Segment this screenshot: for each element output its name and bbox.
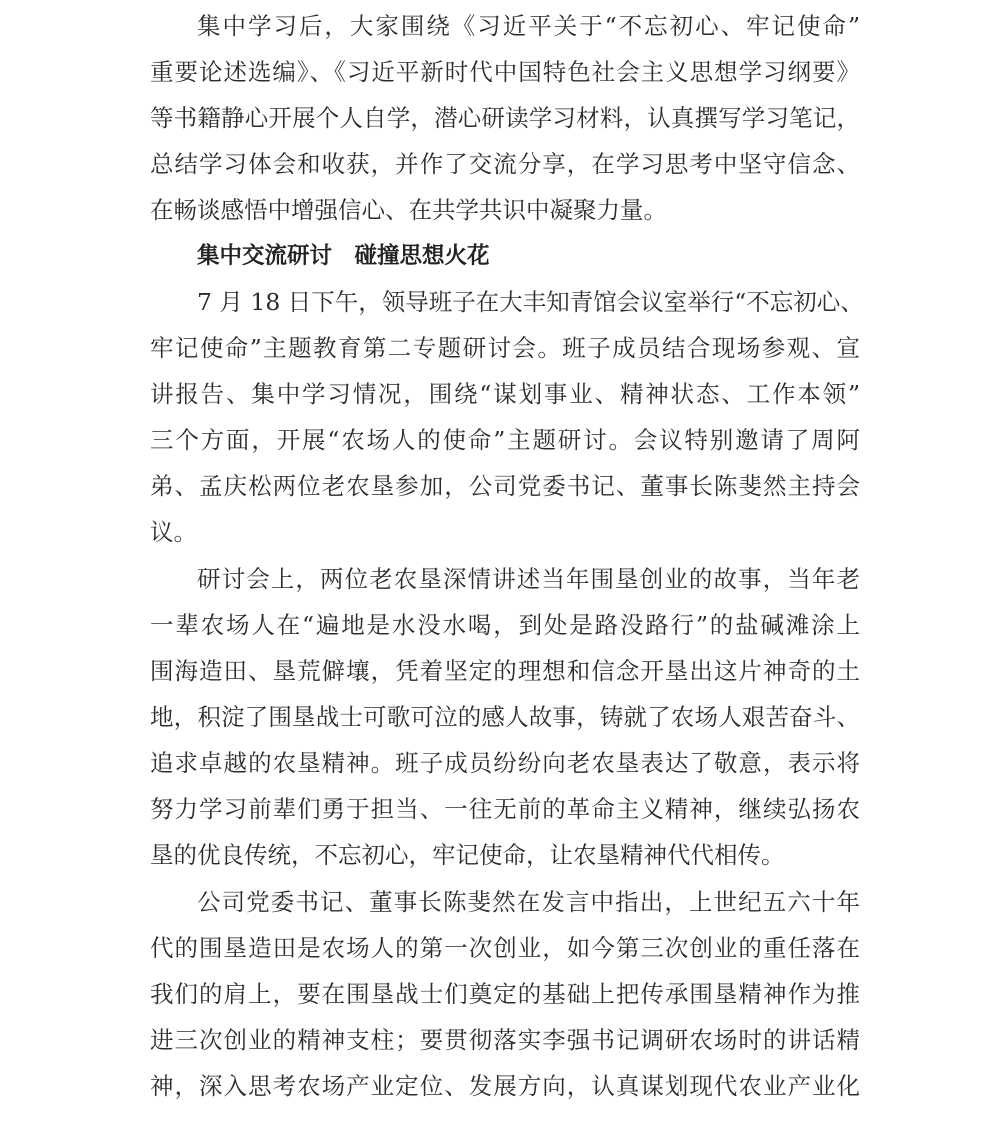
text-line: 在畅谈感悟中增强信心、在共学共识中凝聚力量。: [150, 196, 667, 224]
text-line: 弟、孟庆松两位老农垦参加，公司党委书记、董事长陈斐然主持会: [150, 472, 860, 500]
text-line: 代的围垦造田是农场人的第一次创业，如今第三次创业的重任落在: [150, 934, 860, 962]
paragraph-veterans-story: [150, 556, 860, 878]
text-line: 7 月 18 日下午，领导班子在大丰知青馆会议室举行“不忘初心、: [197, 288, 864, 316]
text-line: 总结学习体会和收获，并作了交流分享，在学习思考中坚守信念、: [150, 150, 860, 178]
text-line: 三个方面，开展“农场人的使命”主题研讨。会议特别邀请了周阿: [150, 426, 860, 454]
text-line: 追求卓越的农垦精神。班子成员纷纷向老农垦表达了敬意，表示将: [150, 749, 860, 777]
text-line: 努力学习前辈们勇于担当、一往无前的革命主义精神，继续弘扬农: [150, 795, 860, 823]
text-line: 牢记使命”主题教育第二专题研讨会。班子成员结合现场参观、宣: [150, 334, 860, 362]
text-line: 我们的肩上，要在围垦战士们奠定的基础上把传承围垦精神作为推: [150, 980, 860, 1008]
text-line: 神，深入思考农场产业定位、发展方向，认真谋划现代农业产业化: [150, 1072, 860, 1100]
text-line: 围海造田、垦荒僻壤，凭着坚定的理想和信念开垦出这片神奇的土: [150, 657, 860, 685]
article-body: [150, 3, 864, 1109]
text-line: 议。: [150, 518, 197, 546]
text-line: 讲报告、集中学习情况，围绕“谋划事业、精神状态、工作本领”: [150, 380, 860, 408]
text-line: 公司党委书记、董事长陈斐然在发言中指出，上世纪五六十年: [197, 888, 860, 916]
paragraph-seminar: [150, 279, 864, 555]
text-line: 进三次创业的精神支柱；要贯彻落实李强书记调研农场时的讲话精: [150, 1026, 860, 1054]
text-line: 一辈农场人在“遍地是水没水喝，到处是路没路行”的盐碱滩涂上: [150, 611, 860, 639]
text-line: 研讨会上，两位老农垦深情讲述当年围垦创业的故事，当年老: [197, 565, 860, 593]
paragraph-chairman-speech: [150, 879, 860, 1109]
text-line: 垦的优良传统，不忘初心，牢记使命，让农垦精神代代相传。: [150, 841, 785, 869]
section-heading: 集中交流研讨 碰撞思想火花: [197, 243, 490, 269]
text-line: 等书籍静心开展个人自学，潜心研读学习材料，认真撰写学习笔记，: [150, 104, 860, 132]
text-line: 地，积淀了围垦战士可歌可泣的感人故事，铸就了农场人艰苦奋斗、: [150, 703, 860, 731]
text-line: 集中学习后，大家围绕《习近平关于“不忘初心、牢记使命”: [197, 12, 860, 40]
text-line: 重要论述选编》、《习近平新时代中国特色社会主义思想学习纲要》: [150, 58, 860, 86]
paragraph-self-study: [150, 3, 860, 233]
